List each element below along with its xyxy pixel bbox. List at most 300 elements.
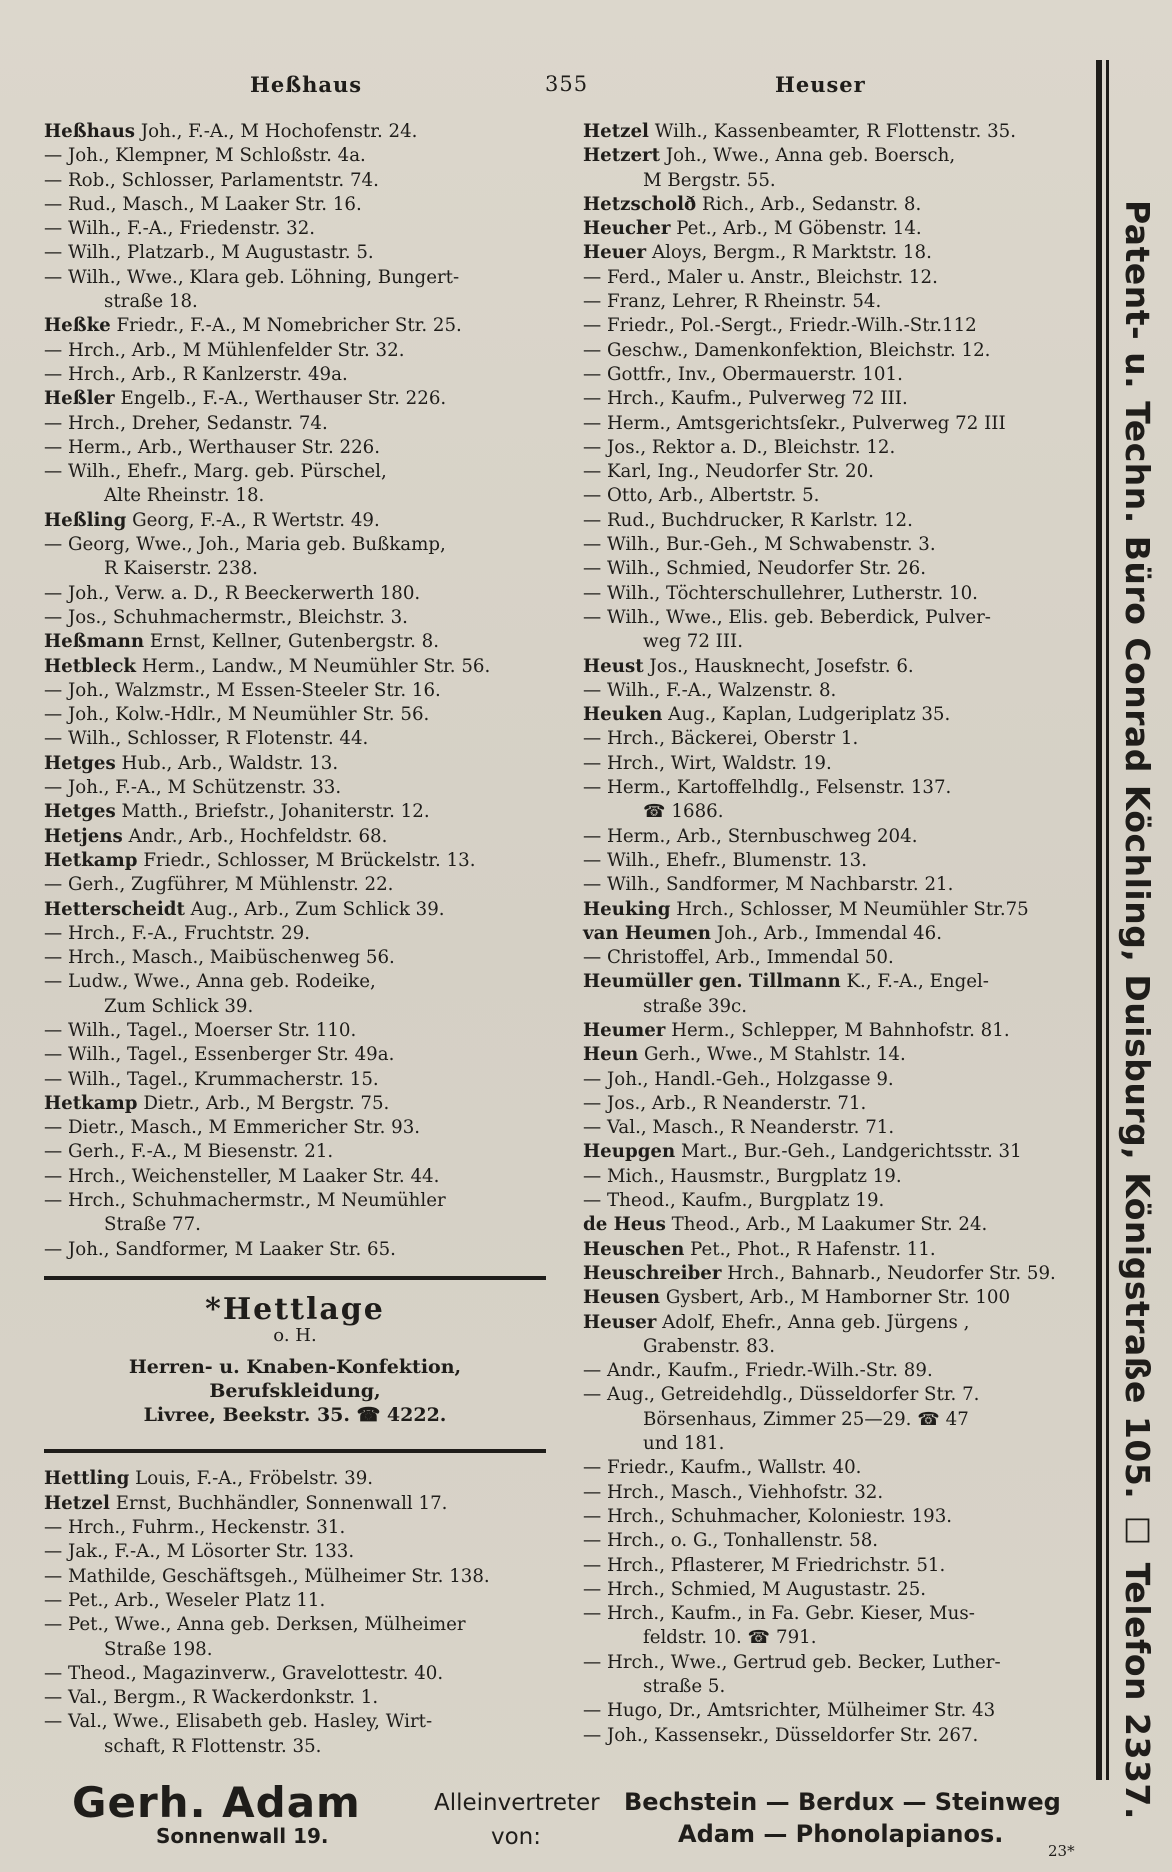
footer-tagline: Alleinvertreter [434, 1790, 600, 1816]
directory-entry [583, 120, 1083, 144]
entry-details: — Pet., Wwe., Anna geb. Derksen, Mülheimer [44, 1614, 466, 1636]
directory-entry [44, 1019, 564, 1043]
entry-details: ☎ 1686. [643, 801, 724, 823]
directory-entry [583, 1675, 1083, 1699]
entry-surname: Hetzscholð [583, 193, 697, 215]
entry-details: — Rud., Buchdrucker, R Karlstr. 12. [583, 509, 913, 531]
entry-details: — Wilh., Tagel., Krummacherstr. 15. [44, 1068, 379, 1090]
directory-entry [583, 1068, 1083, 1092]
entry-details: Hrch., Schlosser, M Neumühler Str.75 [676, 898, 1029, 920]
directory-entry [44, 800, 564, 824]
entry-details: — Wilh., Tagel., Moerser Str. 110. [44, 1019, 357, 1041]
entry-details: — Joh., Kolw.-Hdlr., M Neumühler Str. 56. [44, 704, 430, 726]
entry-details: Straße 198. [104, 1638, 213, 1660]
directory-entry [583, 1432, 1083, 1456]
directory-entry [44, 1068, 564, 1092]
entry-details: Jos., Hausknecht, Josefstr. 6. [649, 655, 914, 677]
directory-entry [44, 509, 564, 533]
entry-details: — Gerh., F.-A., M Biesenstr. 21. [44, 1141, 334, 1163]
directory-entry [44, 1638, 564, 1662]
directory-entry [583, 1578, 1083, 1602]
directory-entry [583, 363, 1083, 387]
entry-details: straße 18. [104, 291, 198, 313]
directory-entry [583, 1383, 1083, 1407]
entry-surname: Heßling [44, 509, 127, 531]
entry-details: Joh., F.-A., M Hochofenstr. 24. [140, 121, 418, 142]
entry-surname: Heuking [583, 898, 671, 920]
entry-surname: de Heus [583, 1214, 666, 1236]
entry-details: — Hrch., Arb., R Kanlzerstr. 49a. [44, 363, 348, 385]
directory-entry [44, 241, 564, 265]
directory-entry [583, 169, 1083, 193]
directory-entry [583, 655, 1083, 679]
directory-entry [44, 387, 564, 411]
entry-details: — Theod., Kaufm., Burgplatz 19. [583, 1190, 885, 1212]
directory-entry [583, 1140, 1083, 1164]
directory-entry [44, 193, 564, 217]
entry-details: — Herm., Kartoffelhdlg., Felsenstr. 137. [583, 777, 952, 799]
directory-entry [583, 1529, 1083, 1553]
directory-entry [44, 946, 564, 970]
entry-details: Ernst, Kellner, Gutenbergstr. 8. [149, 631, 440, 653]
directory-entry [44, 217, 564, 241]
entry-details: — Herm., Arb., Werthauser Str. 226. [44, 436, 381, 458]
entry-details: Joh., Wwe., Anna geb. Boersch, [665, 145, 956, 167]
advert-subtitle: o. H. [273, 1325, 317, 1347]
entry-details: — Hrch., Schuhmacher, Koloniestr. 193. [583, 1505, 953, 1527]
entry-details: Aug., Arb., Zum Schlick 39. [190, 898, 445, 920]
entry-details: Gerh., Wwe., M Stahlstr. 14. [644, 1044, 906, 1066]
entry-surname: Heust [583, 655, 644, 677]
entry-details: — Gottfr., Inv., Obermauerstr. 101. [583, 363, 903, 385]
sidebar-rule-thin [1106, 60, 1109, 1780]
entry-details: — Wilh., Wwe., Klara geb. Löhning, Bungert- [44, 266, 460, 288]
entry-surname: Heumüller gen. Tillmann [583, 971, 841, 993]
entry-details: — Joh., F.-A., M Schützenstr. 33. [44, 777, 342, 799]
page-signature-mark: 23* [1048, 1842, 1075, 1860]
footer-von: von: [491, 1824, 542, 1850]
directory-entry [583, 314, 1083, 338]
entry-details: — Wilh., Töchterschullehrer, Lutherstr. 10. [583, 582, 978, 604]
entry-details: — Hrch., Masch., Maibüschenweg 56. [44, 947, 395, 969]
directory-entry [583, 995, 1083, 1019]
left-entries-bottom [44, 1467, 564, 1759]
entry-details: — Jak., F.-A., M Lösorter Str. 133. [44, 1541, 355, 1563]
directory-entry [44, 995, 564, 1019]
directory-entry [44, 290, 564, 314]
directory-entry [44, 1565, 564, 1589]
directory-entry [44, 1540, 564, 1564]
entry-details: Dietr., Arb., M Bergstr. 75. [143, 1092, 390, 1114]
directory-entry [583, 1505, 1083, 1529]
directory-entry [583, 1626, 1083, 1650]
entry-details: — Andr., Kaufm., Friedr.-Wilh.-Str. 89. [583, 1360, 933, 1382]
entry-details: Ernst, Buchhändler, Sonnenwall 17. [115, 1492, 448, 1514]
entry-surname: Heucher [583, 218, 671, 240]
entry-details: — Val., Bergm., R Wackerdonkstr. 1. [44, 1687, 379, 1709]
directory-entry [583, 679, 1083, 703]
entry-surname: Hetzel [44, 1492, 110, 1514]
directory-entry [44, 727, 564, 751]
directory-entry [44, 582, 564, 606]
entry-surname: Heuschreiber [583, 1262, 722, 1284]
entry-details: — Ludw., Wwe., Anna geb. Rodeike, [44, 971, 376, 993]
entry-details: — Theod., Magazinverw., Gravelottestr. 40. [44, 1662, 444, 1684]
entry-surname: Heuken [583, 704, 663, 726]
entry-details: Andr., Arb., Hochfeldstr. 68. [128, 825, 388, 847]
entry-details: — Hrch., F.-A., Fruchtstr. 29. [44, 922, 311, 944]
directory-entry [583, 898, 1083, 922]
right-entries [583, 120, 1083, 1748]
directory-entry [583, 460, 1083, 484]
directory-entry [44, 314, 564, 338]
entry-surname: Heuschen [583, 1238, 685, 1260]
directory-entry [583, 1335, 1083, 1359]
entry-details: — Wilh., F.-A., Friedenstr. 32. [44, 218, 316, 240]
entry-details: — Hrch., Schmied, M Augustastr. 25. [583, 1578, 927, 1600]
entry-details: — Hrch., o. G., Tonhallenstr. 58. [583, 1530, 879, 1552]
divider-bottom [44, 1449, 546, 1453]
sidebar-advert [1096, 60, 1158, 1820]
entry-details: — Friedr., Pol.-Sergt., Friedr.-Wilh.-Str.112 [583, 315, 977, 337]
directory-entry [44, 1492, 564, 1516]
entry-details: und 181. [643, 1433, 725, 1455]
directory-entry [583, 509, 1083, 533]
footer-address: Sonnenwall 19. [156, 1824, 329, 1848]
entry-details: — Wilh., Schmied, Neudorfer Str. 26. [583, 558, 927, 580]
entry-details: Mart., Bur.-Geh., Landgerichtsstr. 31 [681, 1141, 1022, 1163]
entry-surname: Heuer [583, 242, 647, 264]
directory-entry [44, 533, 564, 557]
entry-details: — Jos., Arb., R Neanderstr. 71. [583, 1092, 867, 1114]
directory-entry [583, 1092, 1083, 1116]
entry-details: — Ferd., Maler u. Anstr., Bleichstr. 12. [583, 266, 938, 288]
footer-brand: Gerh. Adam [72, 1778, 361, 1827]
entry-details: — Joh., Sandformer, M Laaker Str. 65. [44, 1238, 396, 1260]
directory-entry [583, 946, 1083, 970]
entry-details: Georg, F.-A., R Wertstr. 49. [132, 509, 380, 531]
directory-entry [44, 120, 564, 144]
entry-details: — Wilh., Ehefr., Blumenstr. 13. [583, 849, 867, 871]
entry-surname: Heßhaus [44, 121, 136, 142]
directory-entry [44, 922, 564, 946]
directory-entry [583, 606, 1083, 630]
directory-entry [44, 1165, 564, 1189]
entry-details: — Pet., Arb., Weseler Platz 11. [44, 1589, 326, 1611]
directory-entry [44, 1213, 564, 1237]
entry-surname: Hettling [44, 1468, 130, 1490]
directory-entry [583, 1481, 1083, 1505]
entry-details: Wilh., Kassenbeamter, R Flottenstr. 35. [654, 121, 1017, 142]
entry-details: — Rob., Schlosser, Parlamentstr. 74. [44, 169, 379, 191]
entry-details: Friedr., Schlosser, M Brückelstr. 13. [143, 849, 476, 871]
entry-details: weg 72 III. [643, 631, 744, 653]
directory-entry [583, 1116, 1083, 1140]
entry-surname: Hetzert [583, 145, 661, 167]
entry-details: — Otto, Arb., Albertstr. 5. [583, 485, 820, 507]
directory-entry [583, 1262, 1083, 1286]
directory-entry [583, 1238, 1083, 1262]
directory-entry [44, 363, 564, 387]
entry-surname: Hetbleck [44, 655, 137, 677]
entry-details: Theod., Arb., M Laakumer Str. 24. [671, 1214, 988, 1236]
directory-entry [583, 241, 1083, 265]
directory-entry [44, 1116, 564, 1140]
entry-details: Alte Rheinstr. 18. [104, 485, 265, 507]
entry-details: — Georg, Wwe., Joh., Maria geb. Bußkamp, [44, 534, 446, 556]
directory-entry [44, 606, 564, 630]
entry-details: — Val., Masch., R Neanderstr. 71. [583, 1117, 895, 1139]
directory-entry [583, 290, 1083, 314]
entry-details: — Mathilde, Geschäftsgeh., Mülheimer Str. 138. [44, 1565, 490, 1587]
directory-entry [44, 776, 564, 800]
directory-entry [583, 825, 1083, 849]
entry-surname: Heßke [44, 315, 111, 337]
entry-details: — Wilh., Wwe., Elis. geb. Beberdick, Pulver- [583, 606, 991, 628]
directory-entry [583, 752, 1083, 776]
directory-entry [583, 922, 1083, 946]
directory-entry [583, 1311, 1083, 1335]
directory-entry [44, 169, 564, 193]
page-number: 355 [545, 72, 589, 96]
directory-entry [44, 1516, 564, 1540]
directory-entry [44, 1589, 564, 1613]
directory-entry [583, 727, 1083, 751]
directory-entry [583, 873, 1083, 897]
directory-entry [44, 703, 564, 727]
directory-entry [583, 849, 1083, 873]
header-right-keyword: Heuser [775, 72, 866, 97]
directory-entry [44, 412, 564, 436]
left-entries-top [44, 120, 564, 1262]
entry-details: — Joh., Klempner, M Schloßstr. 4a. [44, 145, 366, 167]
entry-details: — Hrch., Wwe., Gertrud geb. Becker, Luther- [583, 1651, 1001, 1673]
directory-entry [583, 630, 1083, 654]
directory-entry [583, 1699, 1083, 1723]
directory-entry [44, 1735, 564, 1759]
entry-details: Straße 77. [104, 1214, 201, 1236]
entry-details: Pet., Arb., M Göbenstr. 14. [676, 218, 922, 240]
entry-details: — Hrch., Kaufm., in Fa. Gebr. Kieser, Mus- [583, 1603, 975, 1625]
entry-details: — Mich., Hausmstr., Burgplatz 19. [583, 1165, 902, 1187]
directory-entry [583, 970, 1083, 994]
entry-details: — Dietr., Masch., M Emmericher Str. 93. [44, 1117, 421, 1139]
entry-details: Aloys, Bergm., R Marktstr. 18. [651, 242, 932, 264]
header-left-keyword: Heßhaus [250, 72, 363, 97]
sidebar-text: Patent- u. Techn. Büro Conrad Köchling, Duisburg, Königstraße 105. ☐ Telefon 2337. [1118, 200, 1157, 1820]
directory-entry [44, 460, 564, 484]
footer-brands-line-2: Adam — Phonolapianos. [678, 1820, 1004, 1848]
directory-entry [583, 1043, 1083, 1067]
sidebar-rule [1096, 60, 1102, 1780]
entry-details: — Hrch., Fuhrm., Heckenstr. 31. [44, 1517, 346, 1539]
entry-details: — Wilh., Tagel., Essenberger Str. 49a. [44, 1044, 395, 1066]
directory-entry [44, 1662, 564, 1686]
entry-surname: Heuser [583, 1311, 657, 1333]
entry-details: R Kaiserstr. 238. [104, 558, 258, 580]
directory-entry [44, 144, 564, 168]
entry-details: Friedr., F.-A., M Nomebricher Str. 25. [116, 315, 462, 337]
entry-details: K., F.-A., Engel- [846, 971, 989, 993]
directory-entry [583, 387, 1083, 411]
directory-entry [583, 436, 1083, 460]
directory-entry [583, 582, 1083, 606]
directory-entry [583, 533, 1083, 557]
entry-details: Herm., Landw., M Neumühler Str. 56. [141, 655, 491, 677]
entry-details: Zum Schlick 39. [104, 995, 254, 1017]
directory-entry [583, 144, 1083, 168]
footer-advert [58, 1778, 1098, 1850]
entry-details: — Joh., Walzmstr., M Essen-Steeler Str. 16. [44, 679, 441, 701]
directory-entry [44, 1686, 564, 1710]
entry-details: — Wilh., Platzarb., M Augustastr. 5. [44, 242, 374, 264]
directory-entry [583, 266, 1083, 290]
divider-top [44, 1276, 546, 1280]
entry-details: Adolf, Ehefr., Anna geb. Jürgens , [662, 1311, 970, 1333]
entry-details: Herm., Schlepper, M Bahnhofstr. 81. [671, 1019, 1010, 1041]
directory-entry [583, 1213, 1083, 1237]
entry-details: — Wilh., F.-A., Walzenstr. 8. [583, 679, 837, 701]
entry-surname: Hetges [44, 801, 116, 823]
directory-entry [583, 484, 1083, 508]
entry-details: — Hrch., Kaufm., Pulverweg 72 III. [583, 388, 908, 410]
directory-entry [44, 484, 564, 508]
directory-entry [583, 339, 1083, 363]
directory-entry [44, 970, 564, 994]
directory-entry [583, 1189, 1083, 1213]
left-column [44, 120, 564, 1759]
directory-entry [44, 557, 564, 581]
directory-entry [583, 1286, 1083, 1310]
entry-details: — Herm., Amtsgerichtsſekr., Pulverweg 72 III [583, 412, 1006, 434]
entry-details: — Jos., Schuhmachermstr., Bleichstr. 3. [44, 606, 408, 628]
entry-details: — Franz, Lehrer, R Rheinstr. 54. [583, 291, 882, 313]
directory-entry [44, 1140, 564, 1164]
entry-details: — Hrch., Pflasterer, M Friedrichstr. 51. [583, 1554, 946, 1576]
entry-details: Hub., Arb., Waldstr. 13. [121, 752, 339, 774]
directory-entry [583, 1602, 1083, 1626]
entry-surname: Heumer [583, 1019, 666, 1041]
entry-details: — Joh., Handl.-Geh., Holzgasse 9. [583, 1068, 894, 1090]
directory-entry [583, 1408, 1083, 1432]
entry-surname: Heupgen [583, 1141, 676, 1163]
entry-surname: Hetzel [583, 121, 649, 142]
directory-entry [44, 1238, 564, 1262]
footer-brands-line-1: Bechstein — Berdux — Steinweg [624, 1788, 1061, 1816]
entry-details: — Hrch., Weichensteller, M Laaker Str. 44. [44, 1165, 440, 1187]
directory-entry [44, 679, 564, 703]
directory-entry [583, 1359, 1083, 1383]
directory-entry [44, 752, 564, 776]
directory-entry [583, 217, 1083, 241]
directory-entry [44, 630, 564, 654]
entry-details: — Hrch., Arb., M Mühlenfelder Str. 32. [44, 339, 405, 361]
entry-details: — Wilh., Sandformer, M Nachbarstr. 21. [583, 874, 954, 896]
entry-details: straße 5. [643, 1676, 726, 1697]
entry-details: straße 39c. [643, 995, 747, 1017]
entry-surname: Hetkamp [44, 1092, 138, 1114]
entry-details: — Geschw., Damenkonfektion, Bleichstr. 12. [583, 339, 991, 361]
entry-details: — Karl, Ing., Neudorfer Str. 20. [583, 461, 874, 483]
entry-surname: Heun [583, 1044, 639, 1066]
directory-entry [583, 800, 1083, 824]
entry-details: — Aug., Getreidehdlg., Düsseldorfer Str. 7. [583, 1384, 980, 1406]
directory-entry [44, 1710, 564, 1734]
directory-entry [583, 557, 1083, 581]
directory-entry [44, 898, 564, 922]
entry-details: — Jos., Rektor a. D., Bleichstr. 12. [583, 436, 896, 458]
entry-details: — Wilh., Schlosser, R Flotenstr. 44. [44, 728, 369, 750]
entry-details: — Hrch., Dreher, Sedanstr. 74. [44, 412, 328, 434]
entry-details: — Herm., Arb., Sternbuschweg 204. [583, 825, 918, 847]
entry-details: Pet., Phot., R Hafenstr. 11. [690, 1238, 936, 1260]
advert-line-1: Herren- u. Knaben-Konfektion, Berufskleidung, [128, 1355, 462, 1402]
directory-entry [44, 1467, 564, 1491]
entry-details: — Rud., Masch., M Laaker Str. 16. [44, 193, 362, 215]
directory-entry [583, 703, 1083, 727]
entry-surname: van Heumen [583, 922, 711, 944]
directory-entry [583, 1651, 1083, 1675]
entry-details: Börsenhaus, Zimmer 25—29. ☎ 47 [643, 1408, 969, 1430]
directory-entry [44, 873, 564, 897]
directory-entry [583, 1456, 1083, 1480]
directory-entry [583, 412, 1083, 436]
entry-details: Engelb., F.-A., Werthauser Str. 226. [120, 388, 447, 410]
directory-entry [44, 1613, 564, 1637]
entry-details: — Wilh., Ehefr., Marg. geb. Pürschel, [44, 461, 387, 483]
entry-details: Joh., Arb., Immendal 46. [716, 922, 943, 944]
entry-details: M Bergstr. 55. [643, 169, 776, 191]
entry-details: — Wilh., Bur.-Geh., M Schwabenstr. 3. [583, 534, 936, 556]
entry-details: — Hrch., Bäckerei, Oberstr 1. [583, 728, 859, 750]
entry-details: — Friedr., Kaufm., Wallstr. 40. [583, 1457, 862, 1479]
directory-entry [44, 655, 564, 679]
directory-entry [583, 193, 1083, 217]
right-column [583, 120, 1083, 1748]
entry-details: Matth., Briefstr., Johaniterstr. 12. [121, 801, 430, 823]
entry-details: — Joh., Verw. a. D., R Beeckerwerth 180. [44, 582, 421, 604]
directory-entry [44, 1189, 564, 1213]
entry-details: Louis, F.-A., Fröbelstr. 39. [135, 1468, 374, 1490]
hettlage-advert [44, 1291, 546, 1427]
entry-surname: Hetges [44, 752, 116, 774]
entry-details: schaft, R Flottenstr. 35. [104, 1735, 322, 1757]
directory-entry [583, 1019, 1083, 1043]
entry-details: feldstr. 10. ☎ 791. [643, 1627, 817, 1649]
entry-surname: Hetjens [44, 825, 123, 847]
directory-entry [44, 436, 564, 460]
entry-details: Rich., Arb., Sedanstr. 8. [702, 193, 922, 215]
entry-details: — Val., Wwe., Elisabeth geb. Hasley, Wirt- [44, 1711, 433, 1733]
entry-surname: Heßmann [44, 631, 145, 653]
directory-entry [44, 1043, 564, 1067]
entry-details: — Joh., Kassensekr., Düsseldorfer Str. 267. [583, 1724, 979, 1746]
advert-line-2: Livree, Beekstr. 35. ☎ 4222. [143, 1404, 447, 1427]
entry-details: — Hrch., Masch., Viehhofstr. 32. [583, 1481, 884, 1503]
advert-title: *Hettlage [205, 1291, 385, 1327]
directory-entry [583, 1724, 1083, 1748]
entry-details: — Hrch., Wirt, Waldstr. 19. [583, 752, 832, 774]
entry-details: — Christoffel, Arb., Immendal 50. [583, 947, 894, 969]
entry-details: Grabenstr. 83. [643, 1335, 776, 1357]
directory-entry [44, 825, 564, 849]
entry-details: Aug., Kaplan, Ludgeriplatz 35. [668, 704, 951, 726]
directory-entry [583, 776, 1083, 800]
entry-surname: Heusen [583, 1287, 661, 1309]
directory-entry [44, 1092, 564, 1116]
directory-entry [44, 266, 564, 290]
directory-entry [44, 339, 564, 363]
